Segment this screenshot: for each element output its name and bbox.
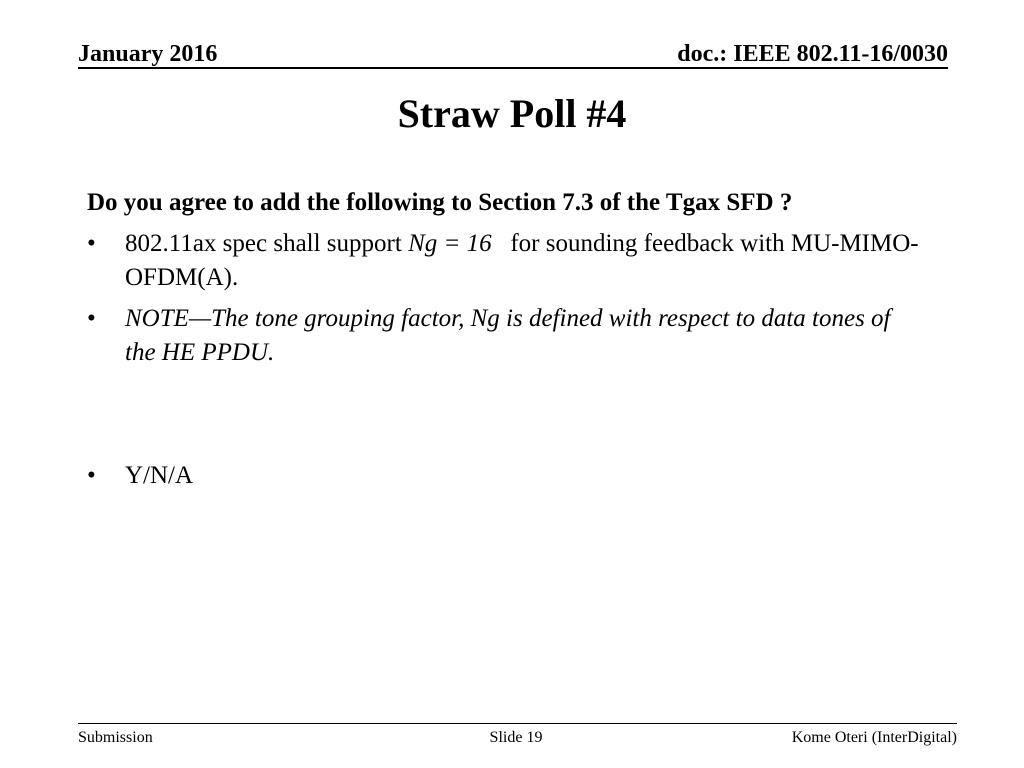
footer-author: Kome Oteri (InterDigital) xyxy=(791,729,957,746)
header-doc-id: doc.: IEEE 802.11-16/0030 xyxy=(677,41,948,67)
slide-title: Straw Poll #4 xyxy=(397,91,627,136)
bullet-item-spec xyxy=(87,227,927,295)
header-date: January 2016 xyxy=(78,41,218,67)
bullet-item-note xyxy=(87,302,927,370)
bullet-vote-text: Y/N/A xyxy=(125,462,194,489)
bullet-icon: • xyxy=(87,305,96,332)
bullet-icon: • xyxy=(87,230,96,257)
bullet-note-text: NOTE—The tone grouping factor, Ng is defined with respect to data tones of the HE PPDU. xyxy=(125,305,891,366)
bullet-text xyxy=(125,227,927,295)
bullet-text-before: 802.11ax spec shall support xyxy=(125,230,409,257)
bullet-text-after: for sounding feedback with MU-MIMO-OFDM(A). xyxy=(125,230,919,291)
footer-slide-number: Slide 19 xyxy=(489,729,543,746)
footer-divider xyxy=(78,723,957,724)
poll-question: Do you agree to add the following to Section 7.3 of the Tgax SFD ? xyxy=(87,189,793,216)
bullet-icon: • xyxy=(87,462,96,489)
bullet-italic-term: Ng = 16 xyxy=(408,230,492,257)
header-divider xyxy=(78,67,948,69)
footer-submission: Submission xyxy=(78,729,153,746)
bullet-item-vote xyxy=(87,459,927,493)
